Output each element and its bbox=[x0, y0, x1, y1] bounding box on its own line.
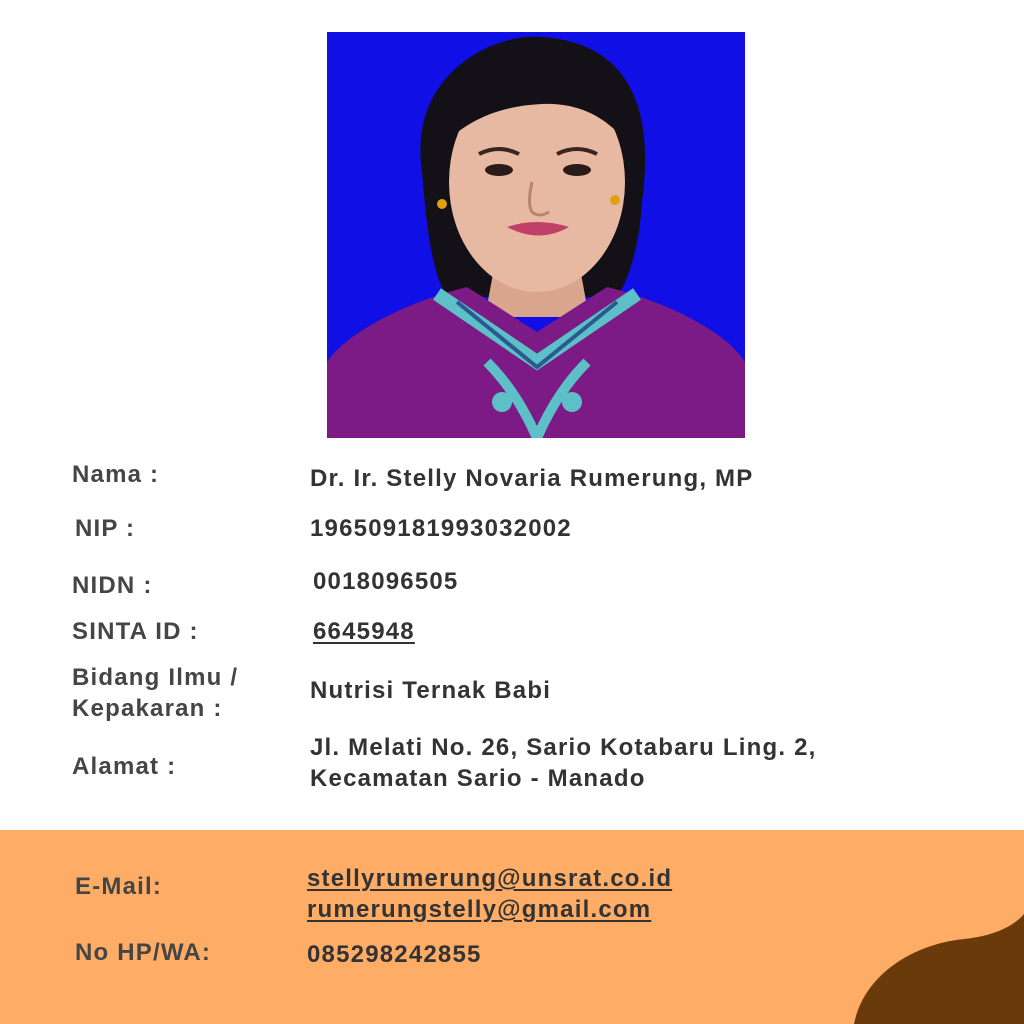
email-link-2[interactable]: rumerungstelly@gmail.com bbox=[307, 896, 652, 923]
email-link-1[interactable]: stellyrumerung@unsrat.co.id bbox=[307, 865, 673, 892]
sinta-label: SINTA ID : bbox=[72, 618, 199, 645]
bidang-label-line1: Bidang Ilmu / bbox=[72, 664, 239, 691]
nip-label: NIP : bbox=[75, 515, 136, 542]
alamat-label: Alamat : bbox=[72, 753, 177, 780]
profile-photo bbox=[327, 32, 745, 438]
nama-value: Dr. Ir. Stelly Novaria Rumerung, MP bbox=[310, 465, 754, 492]
contact-footer bbox=[0, 830, 1024, 1024]
alamat-value-line1: Jl. Melati No. 26, Sario Kotabaru Ling. 2, bbox=[310, 734, 817, 761]
profile-photo-illustration bbox=[327, 32, 745, 438]
nip-value: 196509181993032002 bbox=[310, 515, 572, 542]
nidn-value: 0018096505 bbox=[313, 568, 459, 595]
footer-decorative-wave bbox=[854, 914, 1024, 1024]
nidn-label: NIDN : bbox=[72, 572, 153, 599]
alamat-value-line2: Kecamatan Sario - Manado bbox=[310, 765, 646, 792]
email-label: E-Mail: bbox=[75, 873, 163, 900]
bidang-label-line2: Kepakaran : bbox=[72, 695, 223, 722]
nama-label: Nama : bbox=[72, 461, 160, 488]
sinta-link[interactable]: 6645948 bbox=[313, 618, 415, 645]
phone-label: No HP/WA: bbox=[75, 939, 212, 966]
bidang-value: Nutrisi Ternak Babi bbox=[310, 677, 552, 704]
phone-value: 085298242855 bbox=[307, 941, 482, 968]
